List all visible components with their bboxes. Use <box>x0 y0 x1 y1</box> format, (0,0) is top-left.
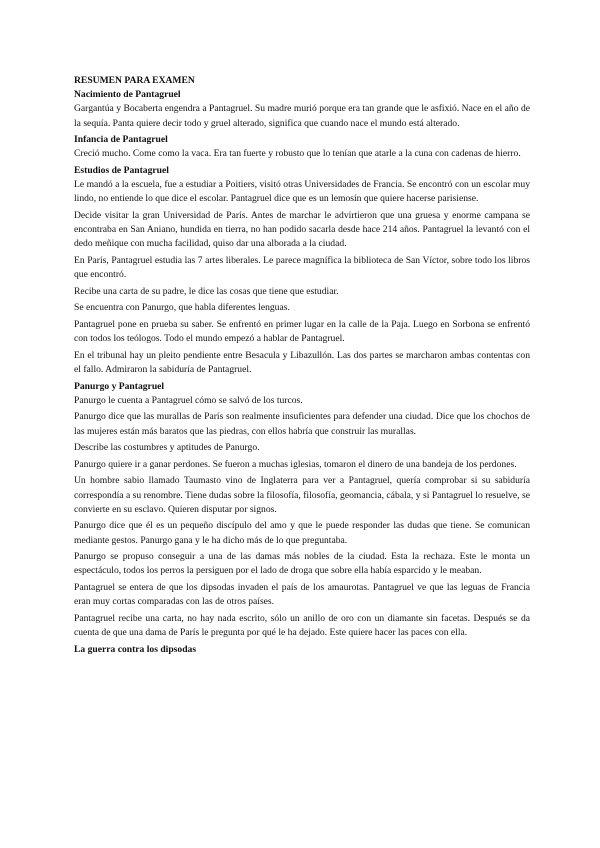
paragraph: Recibe una carta de su padre, le dice las cosas que tiene que estudiar. <box>74 285 339 297</box>
paragraph: En París, Pantagruel estudia las 7 artes liberales. Le parece magnífica la biblioteca de San Víctor, sobre todo los libros que encontró. <box>74 255 530 281</box>
paragraph: Un hombre sabio llamado Taumasto vino de Inglaterra para ver a Pantagruel, quería comprobar si su sabiduría correspondía a su renombre. Tiene dudas sobre la filosofía, filosofía, geomancia, cábala, y si Pantagruel lo resuelve, se convierte en su esclavo. Quieren disputar por signos. <box>74 475 530 515</box>
paragraph: Gargantúa y Bocaberta engendra a Pantagruel. Su madre murió porque era tan grande que le asfixió. Nace en el año de la sequía. Panta quiere decir todo y gruel alterado, significa que cuando nace el mundo está alterado. <box>74 103 530 129</box>
paragraph: Creció mucho. Come como la vaca. Era tan fuerte y robusto que lo tenían que atarle a la cuna con cadenas de hierro. <box>74 148 521 160</box>
section-heading-nacimiento: Nacimiento de Pantagruel <box>74 89 181 101</box>
paragraph: En el tribunal hay un pleito pendiente entre Besacula y Libazullón. Las dos partes se marcharon ambas contentas con el fallo. Admiraron la sabiduría de Pantagruel. <box>74 349 530 375</box>
document-page <box>74 74 530 657</box>
section-heading-guerra: La guerra contra los dipsodas <box>74 643 197 655</box>
paragraph: Panurgo dice que él es un pequeño discípulo del amo y que le puede responder las dudas que tiene. Se comunican mediante gestos. Panurgo gana y le ha dicho más de lo que preguntaba. <box>74 520 530 546</box>
paragraph: Le mandó a la escuela, fue a estudiar a Poitiers, visitó otras Universidades de Francia. Se encontró con un escolar muy lindo, no entiende lo que dice el escolar. Pantagruel dice que es un lemosín que quiere hacerse parisiense. <box>74 179 530 205</box>
paragraph: Se encuentra con Panurgo, que habla diferentes lenguas. <box>74 302 290 314</box>
section-heading-infancia: Infancia de Pantagruel <box>74 134 168 146</box>
paragraph: Pantagruel pone en prueba su saber. Se enfrentó en primer lugar en la calle de la Paja. Luego en Sorbona se enfrentó con todos los teólogos. Todo el mundo empezó a hablar de Pantagruel. <box>74 318 530 345</box>
section-heading-estudios: Estudios de Pantagruel <box>74 165 169 176</box>
paragraph: Pantagruel se entera de que los dipsodas invaden el país de los amaurotas. Pantagruel ve que las leguas de Francia eran muy cortas comparadas con las de otros países. <box>74 581 530 608</box>
paragraph: Panurgo quiere ir a ganar perdones. Se fueron a muchas iglesias, tomaron el dinero de una bandeja de los perdones. <box>74 458 517 470</box>
paragraph: Pantagruel recibe una carta, no hay nada escrito, sólo un anillo de oro con un diamante sin facetas. Después se da cuenta de que una dama de París le pregunta por qué le ha dejado. Este quiere hacer las paces con ella. <box>74 612 530 638</box>
paragraph: Describe las costumbres y aptitudes de Panurgo. <box>74 442 260 454</box>
paragraph: Panurgo dice que las murallas de París son realmente insuficientes para defender una ciudad. Dice que los chochos de las mujeres están más baratos que las piedras, con ellos habría que construir las murallas. <box>74 411 530 437</box>
paragraph: Panurgo le cuenta a Pantagruel cómo se salvó de los turcos. <box>74 394 303 406</box>
section-heading-panurgo: Panurgo y Pantagruel <box>74 380 165 392</box>
document-title: RESUMEN PARA EXAMEN <box>74 75 195 86</box>
paragraph: Decide visitar la gran Universidad de París. Antes de marchar le advirtieron que una gruesa y enorme campana se encontraba en San Aniano, hundida en tierra, no han podido sacarla desde hace 214 años. Pantagruel la levantó con el dedo meñique con mucha facilidad, quiso dar una alborada a la ciudad. <box>74 210 530 250</box>
paragraph: Panurgo se propuso conseguir a una de las damas más nobles de la ciudad. Esta la rechaza. Este le monta un espectáculo, todos los perros la persiguen por el lado de droga que sobre ella había esparcido y le meaban. <box>74 551 530 577</box>
